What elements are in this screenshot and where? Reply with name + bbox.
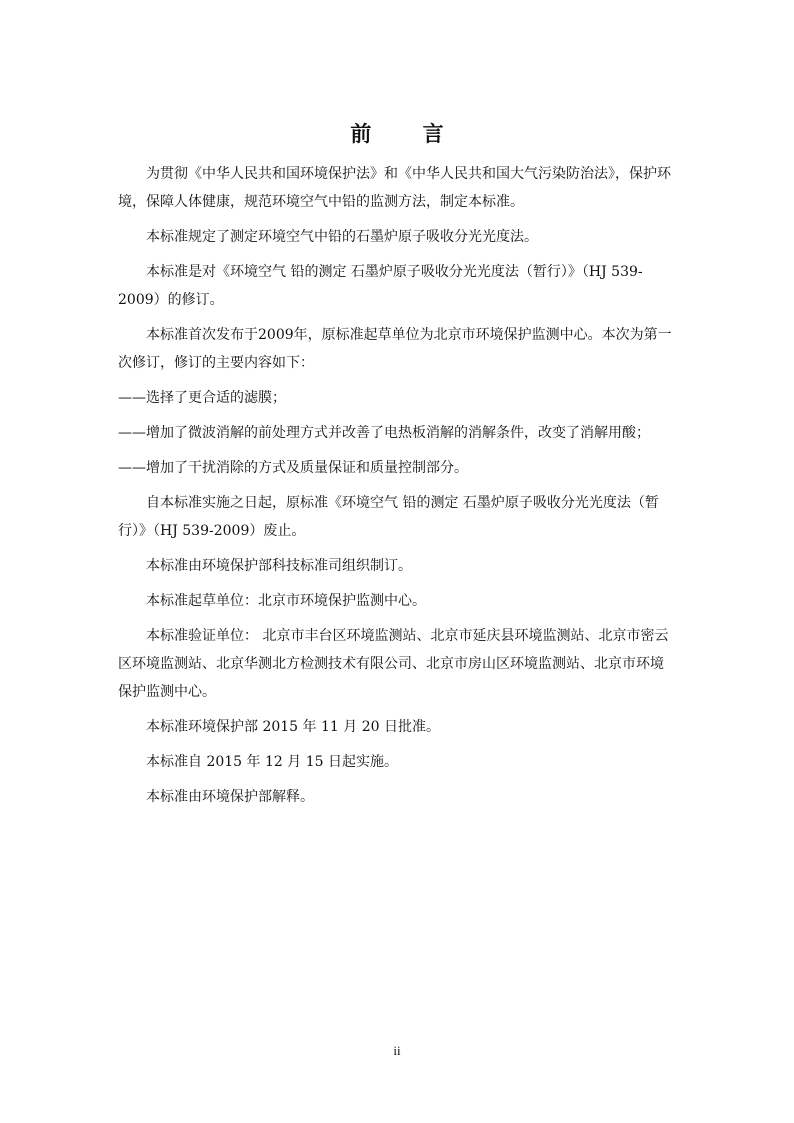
paragraph-supersedes: 自本标准实施之日起，原标准《环境空气 铅的测定 石墨炉原子吸收分光光度法（暂行）》（HJ 539-2009）废止。 bbox=[118, 495, 659, 539]
paragraph-drafting-unit: 本标准起草单位：北京市环境保护监测中心。 bbox=[146, 593, 426, 609]
paragraph-verification-units: 本标准验证单位： 北京市丰台区环境监测站、北京市延庆县环境监测站、北京市密云区环境监测站、北京华测北方检测技术有限公司、北京市房山区环境监测站、北京市环境保护监测中心。 bbox=[118, 628, 669, 700]
page-number: ii bbox=[393, 1043, 401, 1058]
paragraph-scope: 本标准规定了测定环境空气中铅的石墨炉原子吸收分光光度法。 bbox=[146, 229, 538, 245]
paragraph-revision-of: 本标准是对《环境空气 铅的测定 石墨炉原子吸收分光光度法（暂行）》（HJ 539-2009）的修订。 bbox=[118, 264, 643, 308]
revision-item-digestion: ——增加了微波消解的前处理方式并改善了电热板消解的消解条件，改变了消解用酸； bbox=[118, 425, 650, 441]
paragraph-interpretation: 本标准由环境保护部解释。 bbox=[146, 789, 314, 805]
body-text bbox=[118, 160, 676, 818]
paragraph-approval-date: 本标准环境保护部 2015 年 11 月 20 日批准。 bbox=[146, 719, 440, 735]
paragraph-purpose: 为贯彻《中华人民共和国环境保护法》和《中华人民共和国大气污染防治法》，保护环境，保障人体健康，规范环境空气中铅的监测方法，制定本标准。 bbox=[118, 166, 671, 210]
page-title: 前 言 bbox=[350, 122, 466, 146]
paragraph-organized-by: 本标准由环境保护部科技标准司组织制订。 bbox=[146, 558, 412, 574]
revision-item-filter: ——选择了更合适的滤膜； bbox=[118, 390, 286, 406]
paragraph-history: 本标准首次发布于2009年，原标准起草单位为北京市环境保护监测中心。本次为第一次修订，修订的主要内容如下： bbox=[118, 327, 672, 371]
revision-item-qa-qc: ——增加了干扰消除的方式及质量保证和质量控制部分。 bbox=[118, 460, 468, 476]
paragraph-effective-date: 本标准自 2015 年 12 月 15 日起实施。 bbox=[146, 754, 398, 770]
